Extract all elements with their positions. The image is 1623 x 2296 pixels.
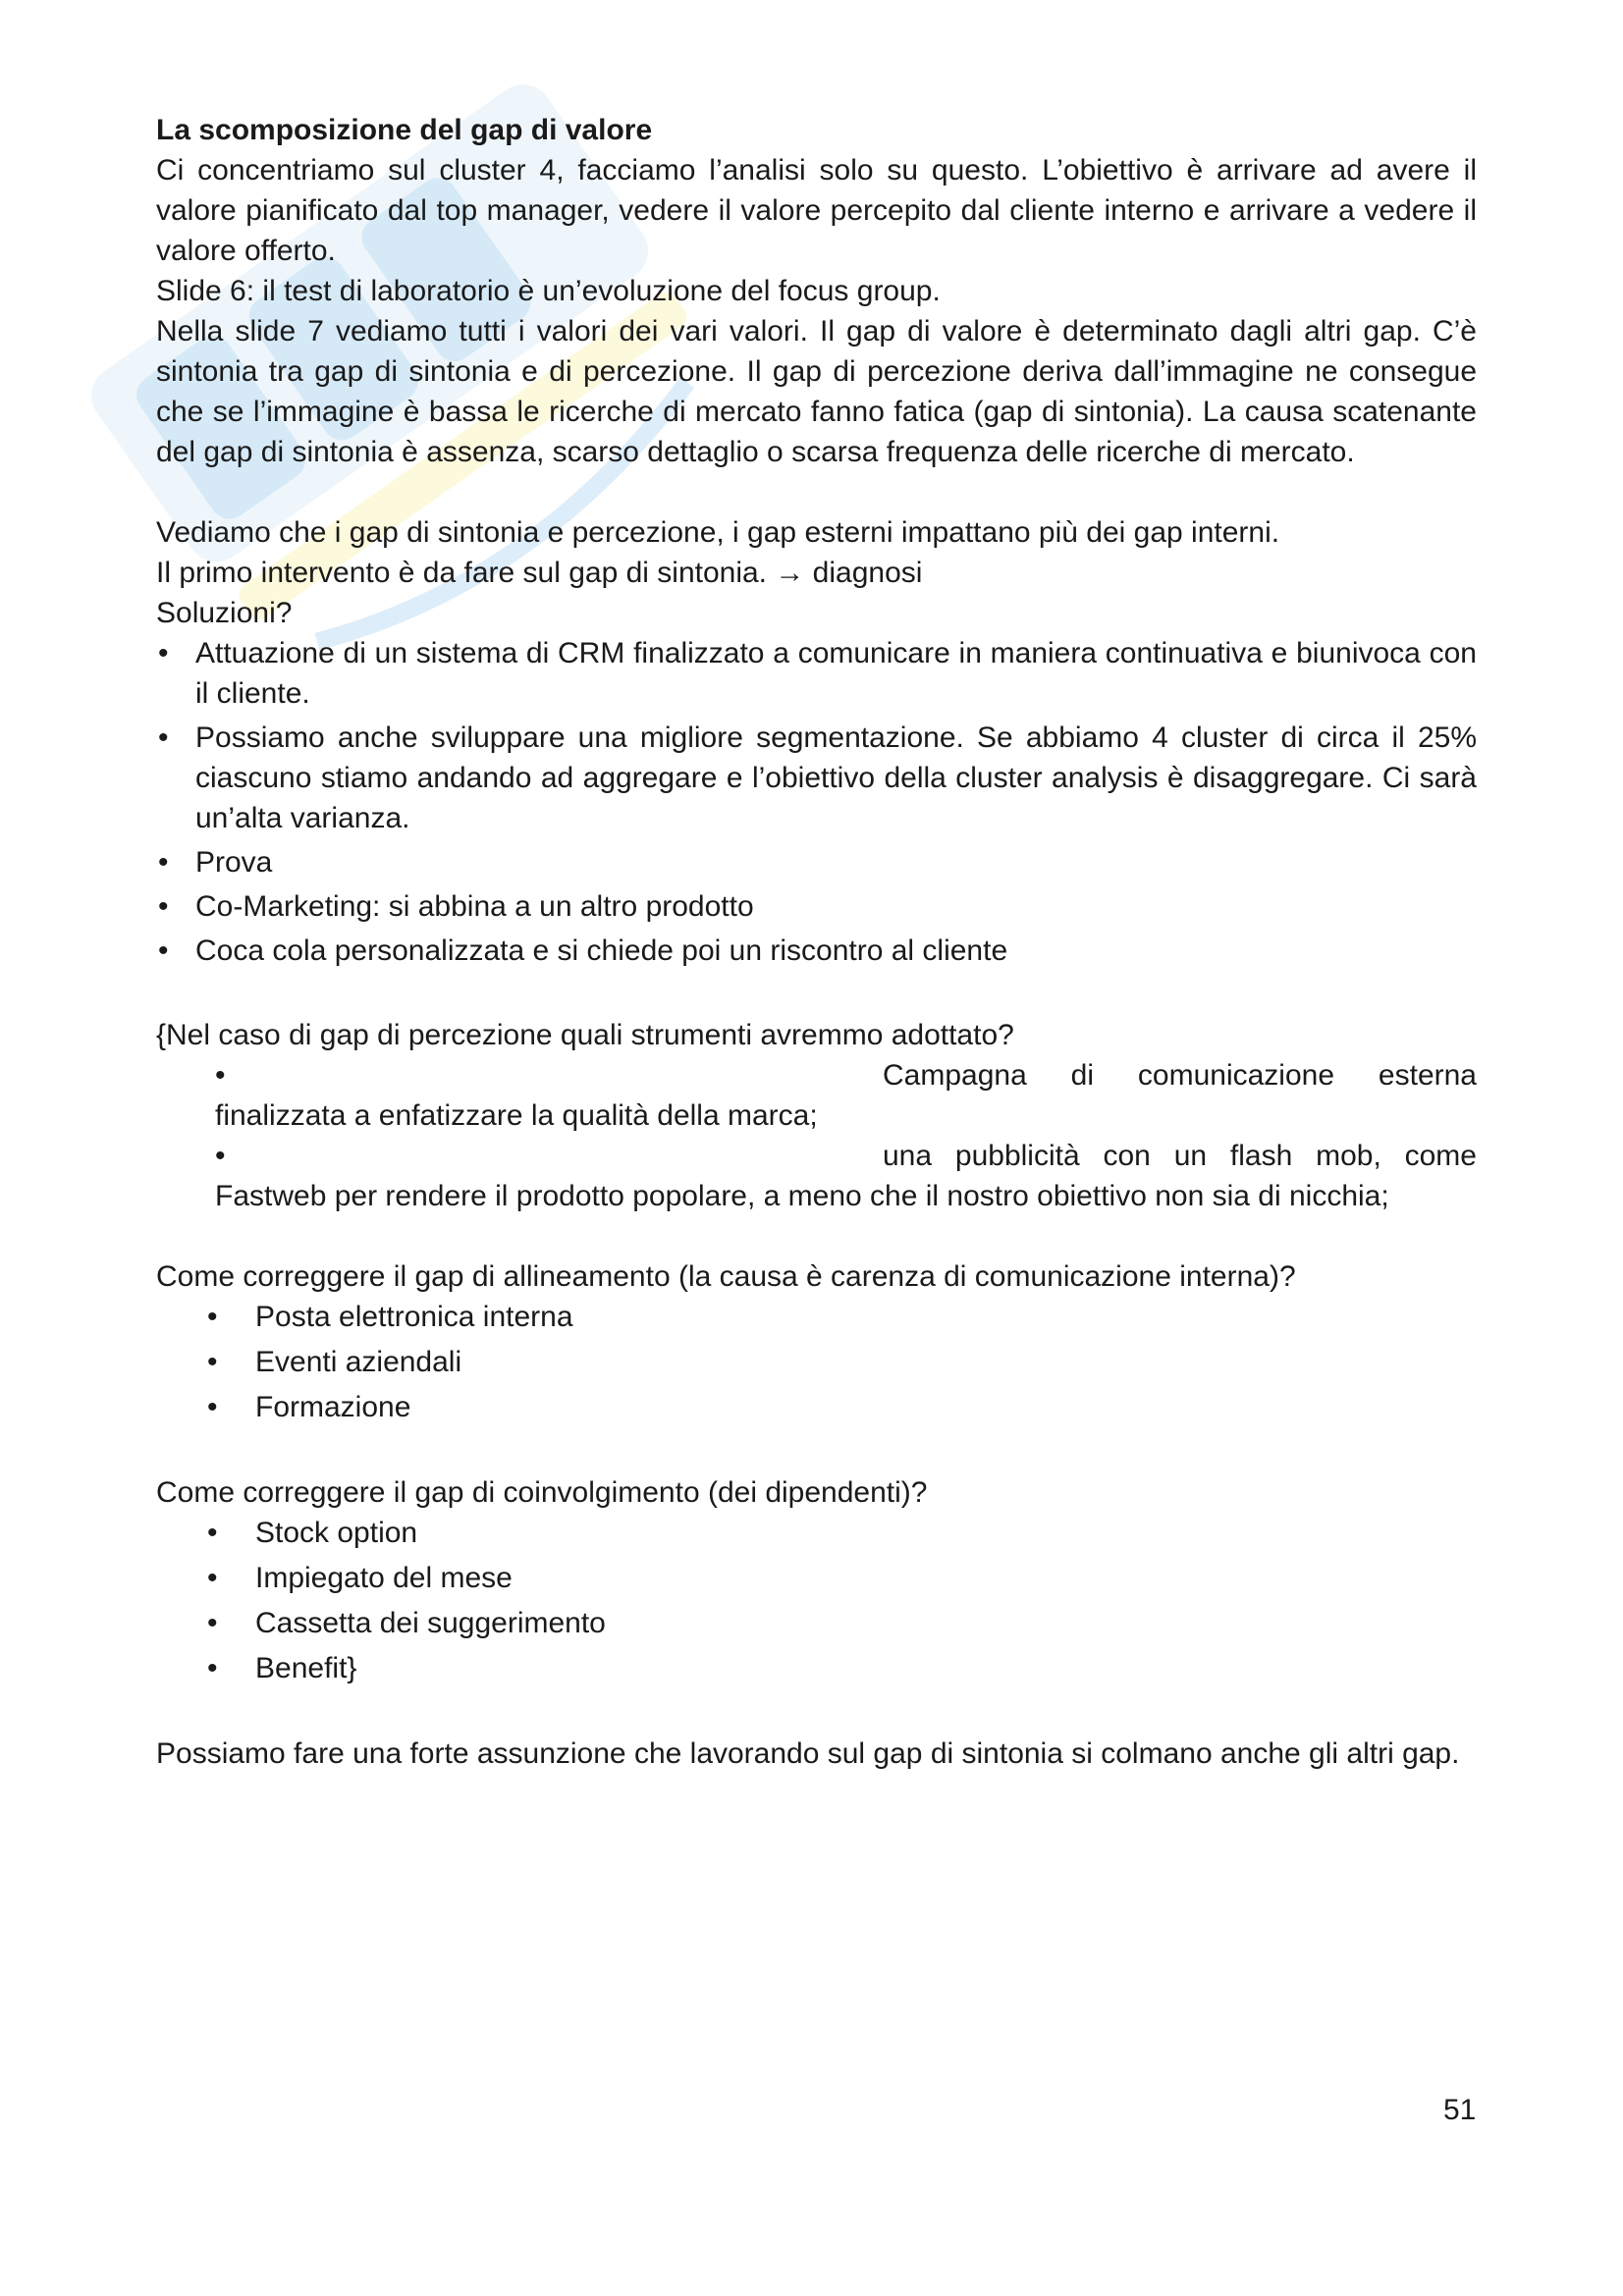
alignment-list (156, 1297, 1477, 1427)
paragraph: Come correggere il gap di allineamento (la causa è carenza di comunicazione interna)? (156, 1260, 1296, 1293)
word: pubblicità (954, 1140, 1080, 1172)
section-title: La scomposizione del gap di valore (156, 114, 653, 146)
paragraph: Come correggere il gap di coinvolgimento (dei dipendenti)? (156, 1476, 928, 1509)
list-item: • Eventi aziendali (156, 1342, 1477, 1382)
word: con (1103, 1140, 1151, 1172)
paragraph: Il primo intervento è da fare sul gap di sintonia. → diagnosi (156, 557, 923, 589)
word: un (1173, 1140, 1208, 1172)
word: mob, (1316, 1140, 1381, 1172)
list-item: • Stock option (156, 1513, 1477, 1553)
paragraph: Vediamo che i gap di sintonia e percezione, i gap esterni impattano più dei gap interni. (156, 516, 1280, 549)
page-number: 51 (1443, 2094, 1477, 2126)
bullet: • (215, 1059, 226, 1092)
word: comunicazione (1137, 1059, 1335, 1092)
list-item: • Impiegato del mese (156, 1558, 1477, 1598)
list-item (215, 1055, 1477, 1136)
word: esterna (1378, 1059, 1477, 1092)
list-item-continuation: finalizzata a enfatizzare la qualità della marca; (215, 1099, 818, 1132)
word: come (1404, 1140, 1477, 1172)
word: Campagna (883, 1059, 1027, 1092)
list-item: • Prova (156, 842, 1477, 882)
paragraph: Soluzioni? (156, 597, 293, 629)
list-item: • Coca cola personalizzata e si chiede poi un riscontro al cliente (156, 931, 1477, 971)
word: una (883, 1140, 933, 1172)
word: flash (1229, 1140, 1293, 1172)
list-item: • Benefit} (156, 1648, 1477, 1688)
list-item-continuation: Fastweb per rendere il prodotto popolare, a meno che il nostro obiettivo non sia di nicchia; (215, 1180, 1389, 1212)
list-item: • Attuazione di un sistema di CRM finalizzato a comunicare in maniera continuativa e biunivoca con il cliente. (156, 633, 1477, 714)
list-item: • Cassetta dei suggerimento (156, 1603, 1477, 1643)
list-item: • Co-Marketing: si abbina a un altro prodotto (156, 886, 1477, 927)
paragraph: Possiamo fare una forte assunzione che lavorando sul gap di sintonia si colmano anche gli altri gap. (156, 1737, 1460, 1770)
paragraph: Nella slide 7 vediamo tutti i valori dei vari valori. Il gap di valore è determinato dagli altri gap. C’è sintonia tra gap di sintonia e di percezione. Il gap di percezione deriva dall’immagine ne consegue che se l’immagine è bassa le ricerche di mercato fanno fatica (gap di sintonia). La causa scatenante del gap di sintonia è assenza, scarso dettaglio o scarsa frequenza delle ricerche di mercato. (156, 315, 1477, 468)
paragraph: Slide 6: il test di laboratorio è un’evoluzione del focus group. (156, 275, 941, 307)
list-item: • Possiamo anche sviluppare una migliore segmentazione. Se abbiamo 4 cluster di circa il 25% ciascuno stiamo andando ad aggregare e l’obiettivo della cluster analysis è disaggregare. Ci sarà un’alta varianza. (156, 718, 1477, 838)
list-item: • Posta elettronica interna (156, 1297, 1477, 1337)
bullet: • (215, 1140, 226, 1172)
list-item: • Formazione (156, 1387, 1477, 1427)
involvement-list (156, 1513, 1477, 1688)
list-item (215, 1136, 1477, 1216)
document-page (156, 110, 1477, 1774)
word: di (1070, 1059, 1095, 1092)
paragraph: {Nel caso di gap di percezione quali strumenti avremmo adottato? (156, 1019, 1014, 1051)
paragraph: Ci concentriamo sul cluster 4, facciamo l’analisi solo su questo. L’obiettivo è arrivare ad avere il valore pianificato dal top manager, vedere il valore percepito dal cliente interno e arrivare a vedere il valore offerto. (156, 154, 1477, 267)
solutions-list (156, 633, 1477, 971)
